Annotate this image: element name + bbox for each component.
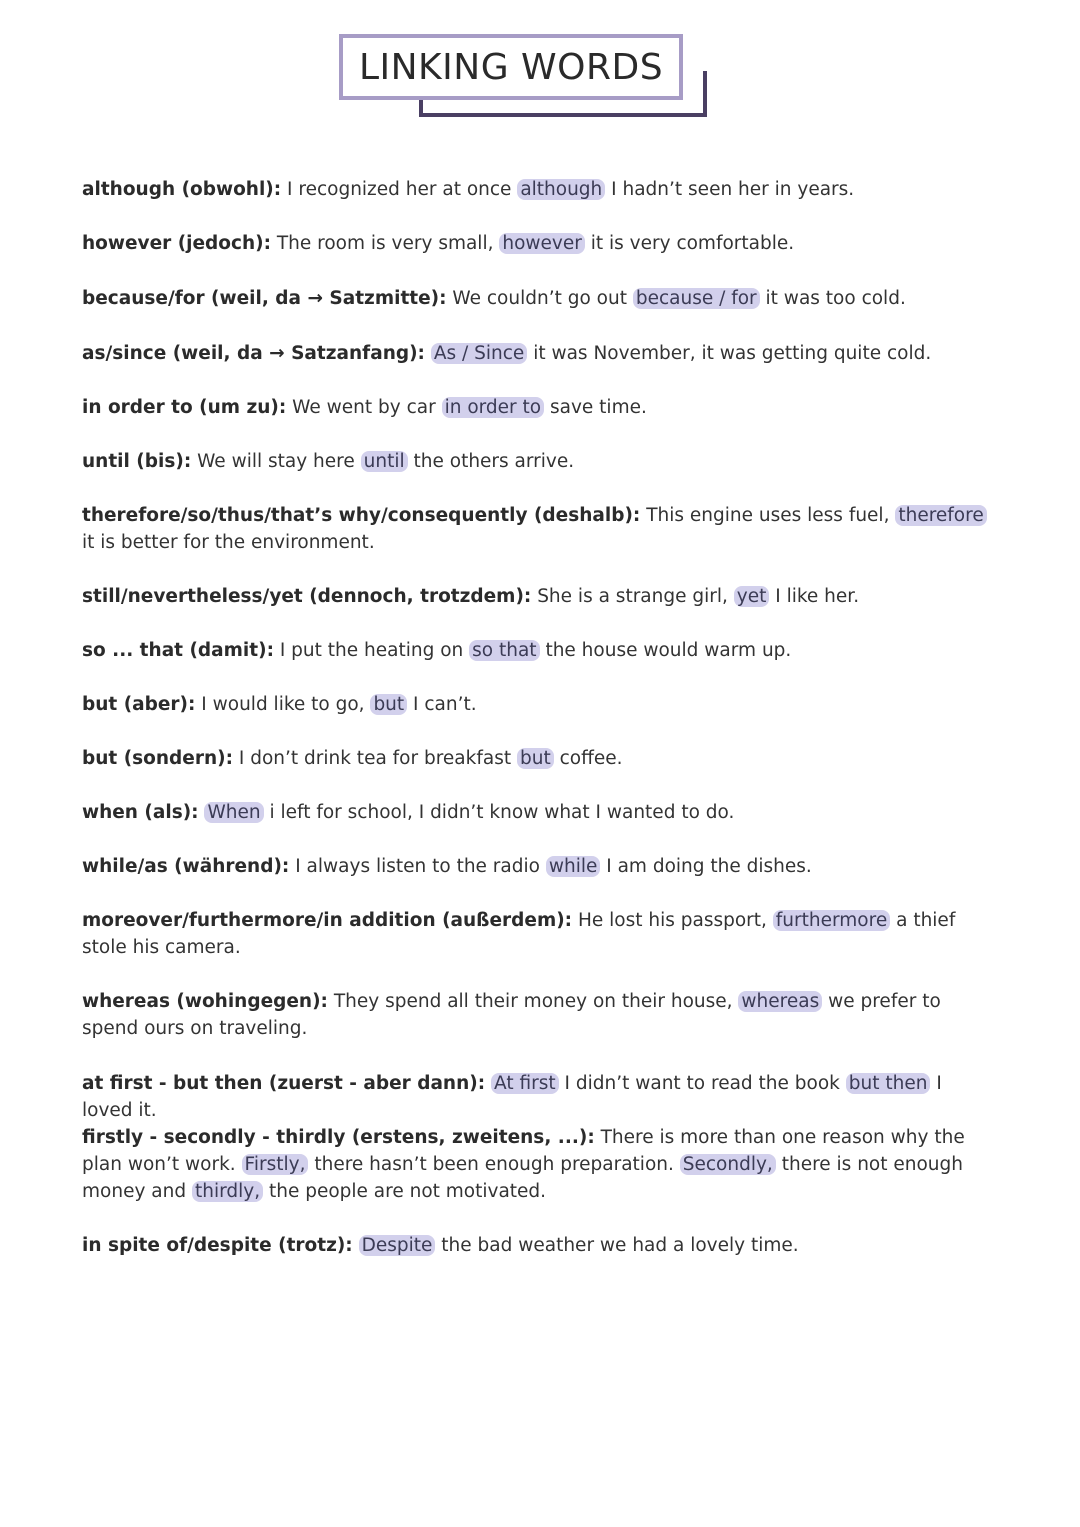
entry-however: however (jedoch): The room is very small, however it is very comfortable. — [82, 233, 795, 254]
entry-term: whereas (wohingegen): — [82, 991, 328, 1012]
entry-whereas: whereas (wohingegen): They spend all their money on their house, whereas we prefer to spend ours on traveling. — [82, 991, 941, 1039]
entry-term: although (obwohl): — [82, 179, 282, 200]
highlight: thirdly, — [192, 1181, 263, 1202]
entry-until: until (bis): We will stay here until the others arrive. — [82, 451, 575, 472]
entry-therefore: therefore/so/thus/that’s why/consequently (deshalb): This engine uses less fuel, therefore it is better for the environment. — [82, 502, 992, 556]
entry-term: but (sondern): — [82, 748, 233, 769]
highlight: yet — [734, 586, 770, 607]
entry-term: moreover/furthermore/in addition (außerdem): — [82, 910, 573, 931]
highlight: but then — [846, 1073, 931, 1094]
entry-still-nevertheless-yet: still/nevertheless/yet (dennoch, trotzdem): She is a strange girl, yet I like her. — [82, 586, 860, 607]
entry-term: in order to (um zu): — [82, 397, 287, 418]
entry-moreover: moreover/furthermore/in addition (außerdem): He lost his passport, furthermore a thief stole his camera. — [82, 910, 956, 958]
highlight: in order to — [442, 397, 545, 418]
entry-in-spite-of-despite: in spite of/despite (trotz): Despite the bad weather we had a lovely time. — [82, 1235, 799, 1256]
entry-term: therefore/so/thus/that’s why/consequently (deshalb): — [82, 505, 641, 526]
highlight: but — [517, 748, 554, 769]
entry-term: firstly - secondly - thirdly (erstens, zweitens, ...): — [82, 1127, 595, 1148]
highlight: until — [361, 451, 408, 472]
highlight: As / Since — [431, 343, 527, 364]
highlight: whereas — [738, 991, 822, 1012]
entry-so-that: so ... that (damit): I put the heating on so that the house would warm up. — [82, 640, 792, 661]
entry-term: as/since (weil, da → Satzanfang): — [82, 343, 425, 364]
entry-term: however (jedoch): — [82, 233, 271, 254]
highlight: however — [499, 233, 585, 254]
highlight: although — [517, 179, 605, 200]
entry-in-order-to: in order to (um zu): We went by car in order to save time. — [82, 397, 647, 418]
highlight: because / for — [633, 288, 760, 309]
entry-term: so ... that (damit): — [82, 640, 274, 661]
entry-term: but (aber): — [82, 694, 196, 715]
entry-term: because/for (weil, da → Satzmitte): — [82, 288, 447, 309]
entry-although: although (obwohl): I recognized her at once although I hadn’t seen her in years. — [82, 179, 855, 200]
title-frame — [339, 34, 703, 118]
entry-but-aber: but (aber): I would like to go, but I can’t. — [82, 694, 477, 715]
highlight: When — [204, 802, 263, 823]
entry-as-since: as/since (weil, da → Satzanfang): As / Since it was November, it was getting quite cold. — [82, 343, 932, 364]
entry-but-sondern: but (sondern): I don’t drink tea for breakfast but coffee. — [82, 748, 623, 769]
entry-when: when (als): When i left for school, I didn’t know what I wanted to do. — [82, 802, 735, 823]
entry-term: while/as (während): — [82, 856, 290, 877]
entry-because-for: because/for (weil, da → Satzmitte): We couldn’t go out because / for it was too cold. — [82, 288, 906, 309]
highlight: furthermore — [773, 910, 890, 931]
highlight: At first — [491, 1073, 559, 1094]
entry-term: until (bis): — [82, 451, 192, 472]
entry-firstly-secondly-thirdly: firstly - secondly - thirdly (erstens, zweitens, ...): There is more than one reason why the plan won’t work. Firstly, there hasn’t been enough preparation. Secondly, there is not enough money and thirdly, the people are not motivated. — [82, 1127, 965, 1202]
highlight: so that — [469, 640, 539, 661]
highlight: Secondly, — [680, 1154, 776, 1175]
page-title: LINKING WORDS — [339, 34, 683, 100]
highlight: while — [546, 856, 601, 877]
highlight: Despite — [359, 1235, 436, 1256]
highlight: therefore — [895, 505, 986, 526]
entry-at-first-but-then: at first - but then (zuerst - aber dann): At first I didn’t want to read the book but then I loved it. — [82, 1073, 942, 1121]
entry-term: at first - but then (zuerst - aber dann): — [82, 1073, 486, 1094]
entry-term: in spite of/despite (trotz): — [82, 1235, 353, 1256]
entry-term: when (als): — [82, 802, 199, 823]
entry-while-as: while/as (während): I always listen to the radio while I am doing the dishes. — [82, 856, 812, 877]
highlight: Firstly, — [242, 1154, 309, 1175]
entry-term: still/nevertheless/yet (dennoch, trotzdem): — [82, 586, 532, 607]
highlight: but — [370, 694, 407, 715]
